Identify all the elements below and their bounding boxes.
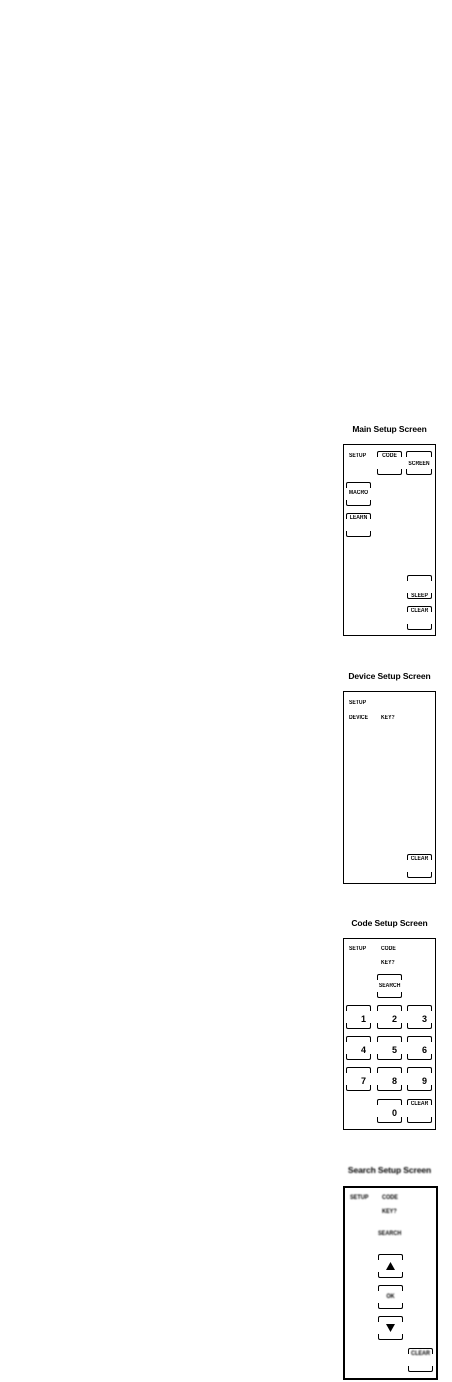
clear-label: CLEAR (410, 856, 429, 862)
digit-6: 6 (421, 1045, 427, 1055)
clear-softkey[interactable] (407, 854, 432, 878)
down-softkey[interactable] (378, 1316, 403, 1340)
down-arrow-icon (386, 1324, 395, 1332)
macro-label: MACRO (348, 490, 369, 496)
digit-2: 2 (391, 1014, 397, 1024)
digit-8: 8 (391, 1076, 397, 1086)
device-setup-screen (343, 691, 436, 884)
digit-7-key[interactable] (346, 1067, 371, 1091)
screen-label: SCREEN (408, 461, 430, 467)
digit-5-key[interactable] (377, 1036, 402, 1060)
digit-4: 4 (360, 1045, 366, 1055)
digit-0: 0 (391, 1108, 397, 1118)
ok-softkey[interactable] (378, 1285, 403, 1309)
up-arrow-icon (386, 1262, 395, 1270)
code-label: CODE (382, 1194, 398, 1201)
device-label: DEVICE (349, 715, 368, 721)
macro-softkey[interactable] (346, 482, 371, 506)
ok-label: OK (386, 1293, 395, 1300)
search-label: SEARCH (378, 983, 401, 989)
learn-softkey[interactable] (346, 513, 371, 537)
screen-softkey[interactable] (406, 451, 432, 475)
digit-3-key[interactable] (407, 1005, 432, 1029)
clear-label: CLEAR (410, 1101, 429, 1107)
setup-label: SETUP (349, 453, 367, 459)
clear-label: CLEAR (410, 1350, 431, 1357)
code-setup-screen (343, 938, 436, 1130)
clear-softkey[interactable] (408, 1348, 433, 1372)
key-prompt: KEY? (381, 960, 395, 966)
digit-1-key[interactable] (346, 1005, 371, 1029)
digit-0-key[interactable] (377, 1099, 402, 1123)
code-label: CODE (381, 946, 396, 952)
digit-9: 9 (421, 1076, 427, 1086)
setup-label: SETUP (349, 946, 367, 952)
clear-label: CLEAR (410, 608, 429, 614)
digit-9-key[interactable] (407, 1067, 432, 1091)
main-setup-screen (343, 444, 436, 636)
learn-label: LEARN (349, 515, 368, 521)
setup-label: SETUP (349, 700, 367, 706)
clear-softkey[interactable] (407, 606, 432, 630)
up-softkey[interactable] (378, 1254, 403, 1278)
sleep-softkey[interactable] (407, 575, 432, 599)
digit-4-key[interactable] (346, 1036, 371, 1060)
search-setup-screen (343, 1186, 438, 1380)
digit-3: 3 (421, 1014, 427, 1024)
device-setup-caption: Device Setup Screen (348, 671, 431, 681)
main-setup-caption: Main Setup Screen (352, 424, 427, 434)
search-softkey[interactable] (377, 974, 402, 998)
code-softkey[interactable] (377, 451, 402, 475)
search-label: SEARCH (378, 1230, 402, 1237)
setup-label: SETUP (350, 1194, 369, 1201)
clear-softkey[interactable] (407, 1099, 432, 1123)
digit-7: 7 (360, 1076, 366, 1086)
search-setup-caption: Search Setup Screen (347, 1165, 432, 1175)
digit-8-key[interactable] (377, 1067, 402, 1091)
digit-5: 5 (391, 1045, 397, 1055)
digit-2-key[interactable] (377, 1005, 402, 1029)
key-prompt: KEY? (382, 1208, 397, 1215)
code-setup-caption: Code Setup Screen (351, 918, 428, 928)
key-prompt: KEY? (381, 715, 395, 721)
sleep-label: SLEEP (411, 593, 428, 599)
digit-1: 1 (360, 1014, 366, 1024)
digit-6-key[interactable] (407, 1036, 432, 1060)
code-label: CODE (382, 453, 397, 459)
